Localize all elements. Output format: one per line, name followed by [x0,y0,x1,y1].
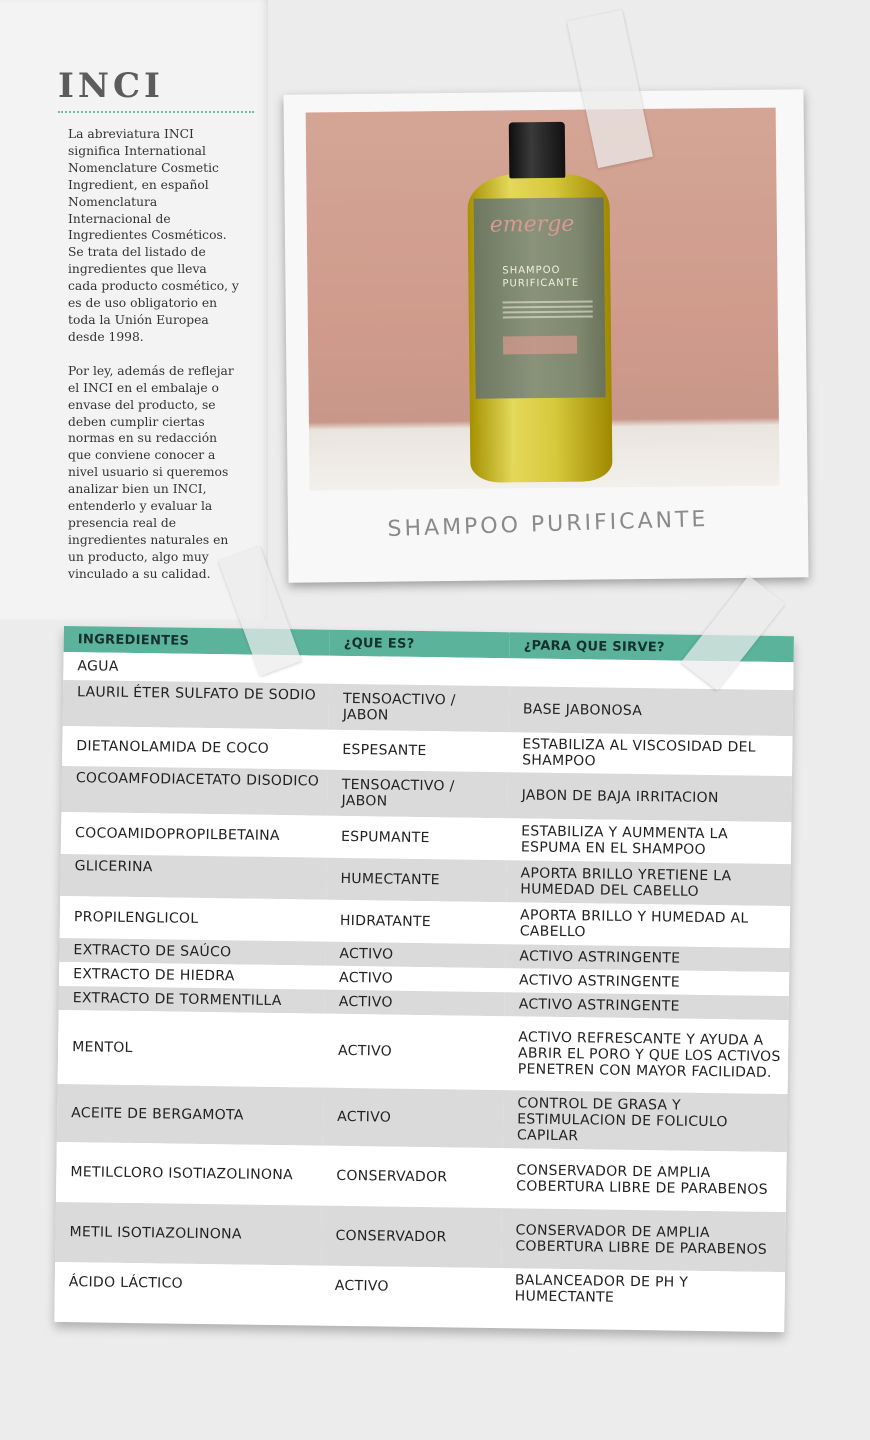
table-row [55,1202,786,1272]
type-cell: TENSOACTIVO / JABON [327,770,508,819]
ingredient-cell: EXTRACTO DE TORMENTILLA [59,986,325,1014]
ingredient-cell: METIL ISOTIAZOLINONA [55,1202,322,1266]
polaroid-caption: SHAMPOO PURIFICANTE [387,506,709,543]
purpose-cell: CONSERVADOR DE AMPLIA COBERTURA LIBRE DE PARABENOS [502,1148,787,1212]
ingredient-cell: METILCLORO ISOTIAZOLINONA [56,1142,323,1206]
shampoo-bottle [467,121,613,482]
ingredient-cell: GLICERINA [60,854,327,900]
type-cell: ESPESANTE [328,730,509,773]
purpose-cell: ACTIVO ASTRINGENTE [505,944,789,972]
type-cell: ESPUMANTE [327,816,508,861]
label-name-line-1: SHAMPOO [502,264,561,277]
purpose-cell: ESTABILIZA Y AUMMENTA LA ESPUMA EN EL SHAMPOO [507,818,792,864]
type-cell: ACTIVO [325,942,505,969]
purpose-cell: CONSERVADOR DE AMPLIA COBERTURA LIBRE DE PARABENOS [501,1208,786,1272]
purpose-cell: APORTA BRILLO Y HUMEDAD AL CABELLO [506,902,791,948]
ingredient-cell: ÁCIDO LÁCTICO [55,1262,322,1306]
type-cell: ACTIVO [321,1266,502,1309]
purpose-cell: BASE JABONOSA [509,686,794,736]
header-que-es: ¿QUE ES? [330,630,510,659]
purpose-cell: ACTIVO REFRESCANTE Y AYUDA A ABRIR EL PORO Y QUE LOS ACTIVOS PENETREN CON MAYOR FACILIDAD. [504,1016,789,1094]
brand-logo: emerge [489,211,575,238]
bottle-label [474,197,606,398]
purpose-cell: JABON DE BAJA IRRITACION [507,772,792,822]
product-photo [306,108,780,491]
table-row [56,1142,787,1212]
type-cell: ACTIVO [323,1088,504,1149]
label-fine-print [503,298,593,322]
header-para-que-sirve: ¿PARA QUE SIRVE? [510,632,794,662]
type-cell: HUMECTANTE [326,858,507,903]
ingredient-cell: COCOAMIDOPROPILBETAINA [61,812,328,858]
purpose-cell: ESTABILIZA AL VISCOSIDAD DEL SHAMPOO [508,732,793,776]
ingredients-table [55,626,794,1312]
type-cell: ACTIVO [325,966,505,993]
type-cell: CONSERVADOR [321,1206,502,1269]
sidebar-description [68,126,240,600]
product-polaroid [283,89,808,582]
purpose-cell [509,658,793,690]
table-row [58,1010,789,1094]
ingredient-cell: MENTOL [58,1010,325,1088]
table-row [57,1084,788,1152]
description-paragraph-1: La abreviatura INCI significa International Nomenclature Cosmetic Ingredient, en español Nomenclatura Internacional de Ingredientes Cosméticos. Se trata del listado de ingredientes que lleva cada producto cosmético, y es de uso obligatorio en toda la Unión Europea desde 1998. [68,127,239,344]
type-cell: TENSOACTIVO / JABON [329,684,510,733]
purpose-cell: ACTIVO ASTRINGENTE [505,968,789,996]
header-ingredientes: INGREDIENTES [64,626,330,656]
purpose-cell: BALANCEADOR DE PH Y HUMECTANTE [501,1268,786,1312]
purpose-cell: CONTROL DE GRASA Y ESTIMULACION DE FOLICULO CAPILAR [503,1090,788,1152]
ingredients-sheet [54,626,794,1332]
ingredient-cell: EXTRACTO DE HIEDRA [59,962,325,990]
purpose-cell: ACTIVO ASTRINGENTE [505,992,789,1020]
ingredient-cell: EXTRACTO DE SAÚCO [59,938,325,966]
label-product-name [502,264,579,291]
type-cell: CONSERVADOR [322,1146,503,1209]
label-band [503,336,577,355]
type-cell [329,656,509,687]
type-cell: ACTIVO [324,1014,505,1091]
title-divider [58,111,254,113]
ingredient-cell: AGUA [63,652,329,684]
type-cell: HIDRATANTE [326,900,507,945]
ingredient-cell: PROPILENGLICOL [60,896,327,942]
ingredient-cell: COCOAMFODIACETATO DISODICO [61,766,328,816]
description-paragraph-2: Por ley, además de reflejar el INCI en el embalaje o envase del producto, se deben cumplir ciertas normas en su redacción que conviene conocer a nivel usuario si queremos analizar bien un INCI, entenderlo y evaluar la presencia real de ingredientes naturales en un producto, algo muy vinculado a su calidad. [68,363,234,581]
bottle-cap [509,122,566,179]
purpose-cell: APORTA BRILLO YRETIENE LA HUMEDAD DEL CABELLO [506,860,791,906]
ingredient-cell: DIETANOLAMIDA DE COCO [62,726,329,770]
ingredient-cell: LAURIL ÉTER SULFATO DE SODIO [63,680,330,730]
sidebar-title: INCI [58,66,164,106]
ingredient-cell: ACEITE DE BERGAMOTA [57,1084,324,1146]
type-cell: ACTIVO [325,990,505,1017]
label-name-line-2: PURIFICANTE [502,277,580,290]
